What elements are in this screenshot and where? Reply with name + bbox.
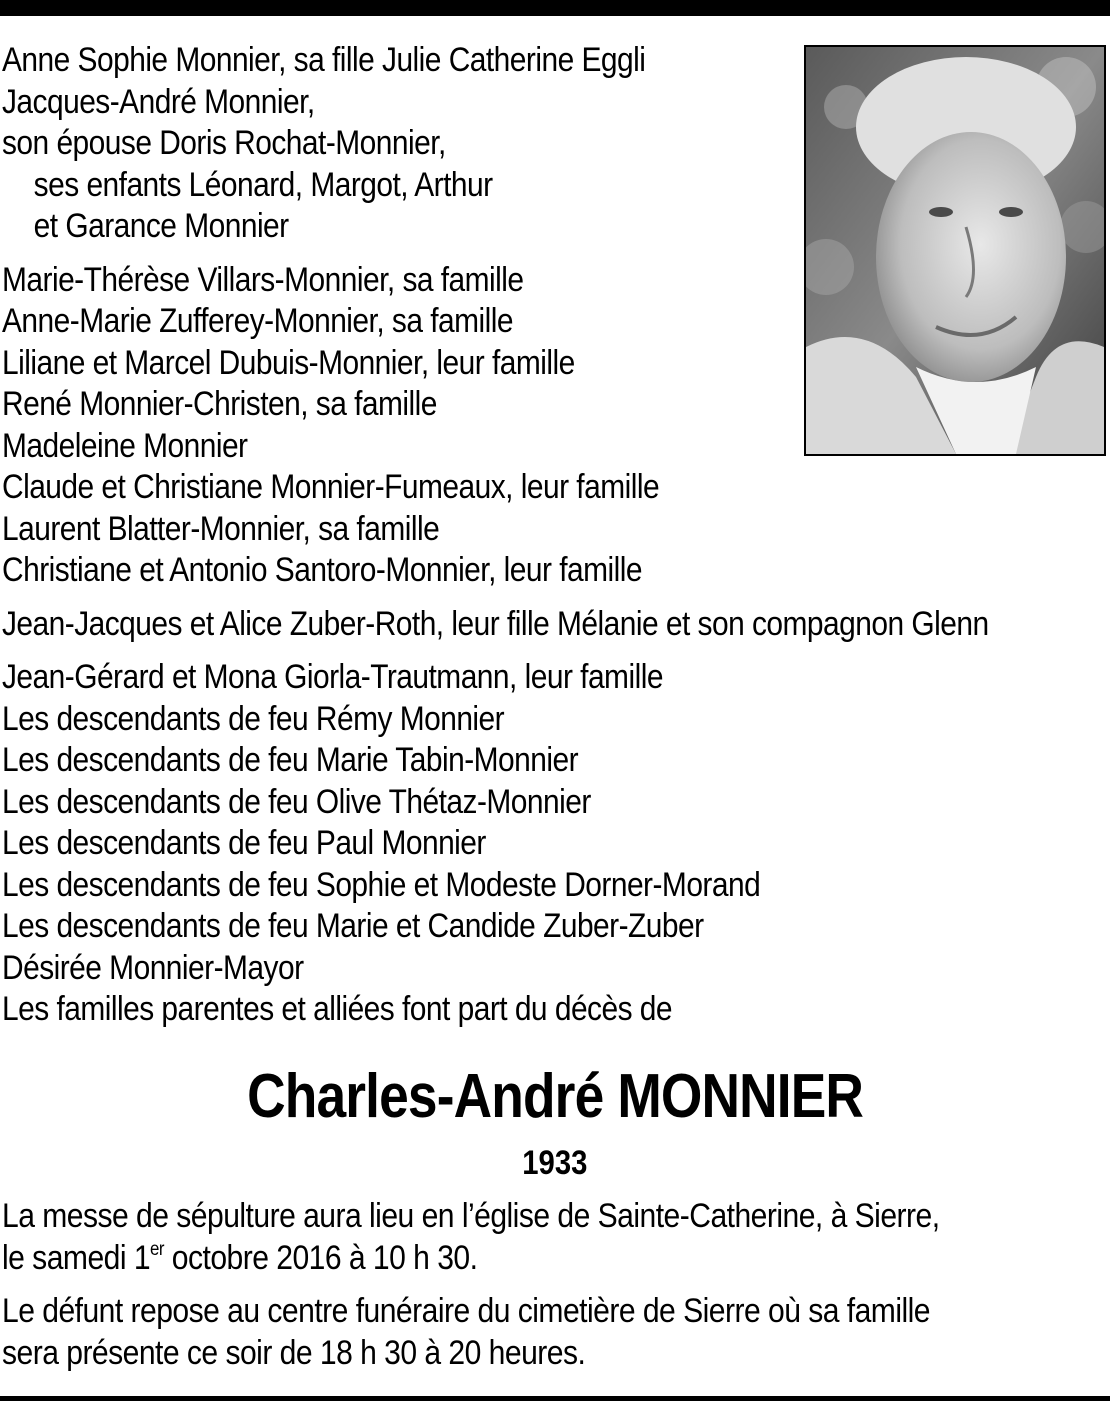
service-line: Le défunt repose au centre funéraire du cimetière de Sierre où sa famille xyxy=(2,1292,931,1330)
service-line: sera présente ce soir de 18 h 30 à 20 heures. xyxy=(2,1333,586,1372)
bottom-rule xyxy=(0,1396,1110,1401)
family-line: Laurent Blatter-Monnier, sa famille xyxy=(2,509,440,548)
family-line: Madeleine Monnier xyxy=(2,426,248,465)
family-line: Jacques-André Monnier, xyxy=(2,82,315,121)
family-line: Les descendants de feu Marie Tabin-Monnier xyxy=(2,741,579,779)
family-line: Les familles parentes et alliées font part du décès de xyxy=(2,990,673,1028)
family-line: Marie-Thérèse Villars-Monnier, sa famille xyxy=(2,260,524,299)
family-line: René Monnier-Christen, sa famille xyxy=(2,385,437,423)
family-line: Jean-Gérard et Mona Giorla-Trautmann, leur famille xyxy=(2,658,663,696)
family-line: Christiane et Antonio Santoro-Monnier, leur famille xyxy=(2,551,642,589)
family-line: Désirée Monnier-Mayor xyxy=(2,948,304,987)
family-line: Les descendants de feu Sophie et Modeste Dorner-Morand xyxy=(2,865,761,904)
family-line: Liliane et Marcel Dubuis-Monnier, leur famille xyxy=(2,343,575,382)
family-line: et Garance Monnier xyxy=(33,207,289,245)
family-line: Claude et Christiane Monnier-Fumeaux, leur famille xyxy=(2,468,660,506)
service-announcement xyxy=(2,1196,1099,1374)
service-line: La messe de sépulture aura lieu en l’église de Sainte-Catherine, à Sierre, xyxy=(2,1197,940,1235)
birth-year: 1933 xyxy=(522,1144,588,1182)
family-line: Jean-Jacques et Alice Zuber-Roth, leur fille Mélanie et son compagnon Glenn xyxy=(2,604,989,643)
family-line: Anne-Marie Zufferey-Monnier, sa famille xyxy=(2,302,513,340)
family-line: Les descendants de feu Marie et Candide Zuber-Zuber xyxy=(2,907,704,945)
family-line: son épouse Doris Rochat-Monnier, xyxy=(2,124,446,162)
family-line: ses enfants Léonard, Margot, Arthur xyxy=(33,165,493,204)
family-line: Les descendants de feu Olive Thétaz-Monnier xyxy=(2,782,591,821)
top-rule xyxy=(0,0,1110,16)
family-line: Les descendants de feu Paul Monnier xyxy=(2,824,486,862)
deceased-name: Charles-André MONNIER xyxy=(247,1062,863,1131)
ordinal-superscript: er xyxy=(150,1238,164,1260)
service-line: le samedi 1er octobre 2016 à 10 h 30. xyxy=(2,1238,478,1277)
family-line: Anne Sophie Monnier, sa fille Julie Catherine Eggli xyxy=(2,41,646,79)
family-lines xyxy=(2,40,989,1031)
family-line: Les descendants de feu Rémy Monnier xyxy=(2,699,505,738)
